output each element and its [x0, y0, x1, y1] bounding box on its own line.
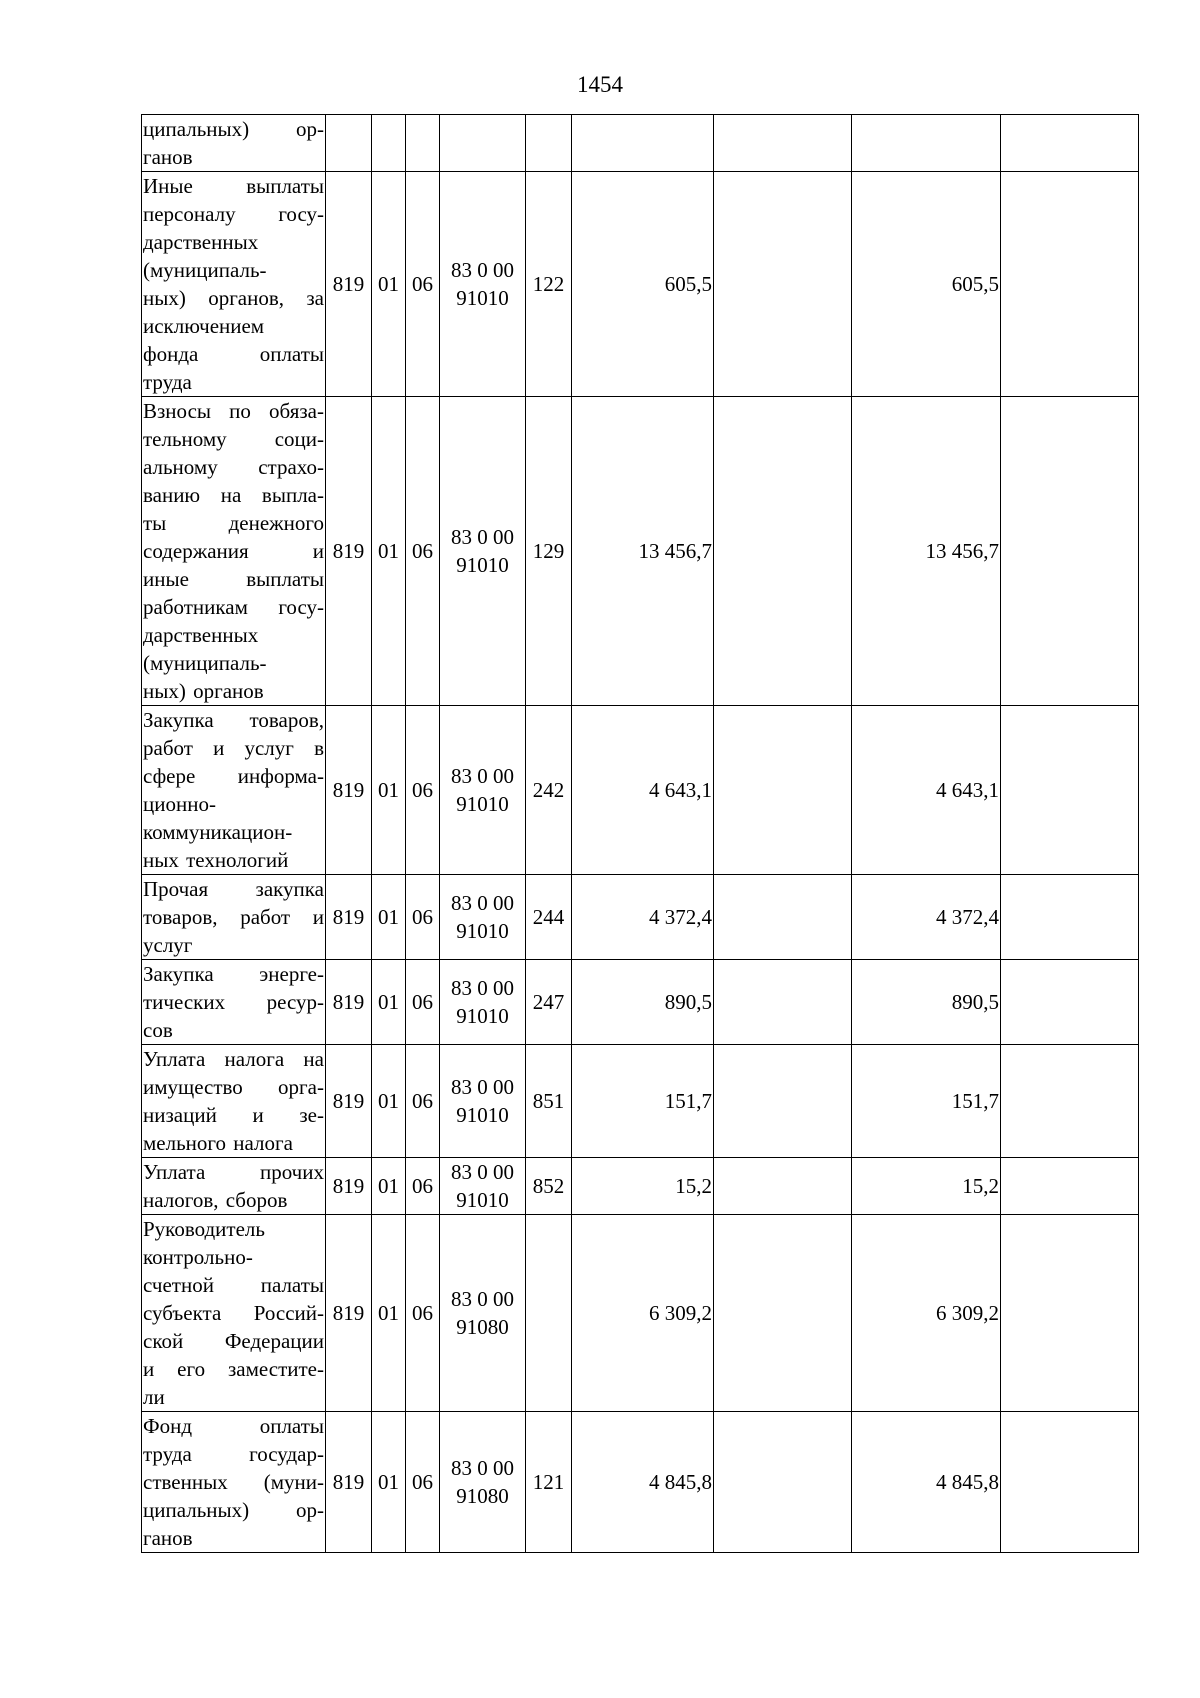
- row-name-cell: [142, 1045, 326, 1158]
- row-name-line: ных) органов: [143, 679, 264, 703]
- row-name-line: сов: [143, 1018, 173, 1042]
- csr-code-part: 91010: [456, 1004, 509, 1028]
- total-amount-cell: 4 372,4: [572, 875, 714, 960]
- amount-cell-3: [1001, 115, 1139, 172]
- row-name-line: мельного налога: [143, 1131, 293, 1155]
- amount-cell-3: [1001, 1215, 1139, 1412]
- csr-code-part: 83 0 00: [451, 1075, 514, 1099]
- pr-code-cell: [406, 115, 440, 172]
- row-name-line: налогов, сборов: [143, 1188, 288, 1212]
- row-name-cell: [142, 706, 326, 875]
- amount-cell-1: [714, 115, 852, 172]
- amount-cell-1: [714, 1412, 852, 1553]
- row-name-line: и его заместите-: [143, 1357, 324, 1381]
- vr-code-cell: [526, 1215, 572, 1412]
- amount-cell-2: 4 643,1: [852, 706, 1001, 875]
- total-amount-cell: 15,2: [572, 1158, 714, 1215]
- table-row: [142, 397, 1139, 706]
- gr-code-cell: 819: [326, 397, 372, 706]
- vr-code-cell: 242: [526, 706, 572, 875]
- row-name-line: ванию на выпла-: [143, 483, 324, 507]
- total-amount-cell: 605,5: [572, 172, 714, 397]
- row-name-line: (муниципаль-: [143, 258, 267, 282]
- pr-code-cell: 06: [406, 1045, 440, 1158]
- gr-code-cell: 819: [326, 1045, 372, 1158]
- csr-code-cell: [440, 1215, 526, 1412]
- csr-code-cell: [440, 1045, 526, 1158]
- table-row: [142, 706, 1139, 875]
- table-row: [142, 1158, 1139, 1215]
- row-name-line: Взносы по обяза-: [143, 399, 324, 423]
- row-name-line: ты денежного: [143, 511, 324, 535]
- row-name-line: контрольно-: [143, 1245, 253, 1269]
- row-name-line: ционно-: [143, 792, 216, 816]
- csr-code-part: 91010: [456, 1188, 509, 1212]
- row-name-line: имущество орга-: [143, 1075, 324, 1099]
- amount-cell-2: [852, 115, 1001, 172]
- row-name-line: Закупка товаров,: [143, 708, 324, 732]
- vr-code-cell: 247: [526, 960, 572, 1045]
- gr-code-cell: [326, 115, 372, 172]
- csr-code-cell: [440, 875, 526, 960]
- vr-code-cell: [526, 115, 572, 172]
- row-name-line: ных технологий: [143, 848, 289, 872]
- csr-code-cell: [440, 397, 526, 706]
- row-name-cell: [142, 1158, 326, 1215]
- total-amount-cell: 890,5: [572, 960, 714, 1045]
- csr-code-part: 83 0 00: [451, 1287, 514, 1311]
- csr-code-part: 91010: [456, 792, 509, 816]
- amount-cell-3: [1001, 706, 1139, 875]
- vr-code-cell: 122: [526, 172, 572, 397]
- csr-code-cell: [440, 706, 526, 875]
- rz-code-cell: 01: [372, 875, 406, 960]
- row-name-line: Уплата прочих: [143, 1160, 324, 1184]
- total-amount-cell: 6 309,2: [572, 1215, 714, 1412]
- pr-code-cell: 06: [406, 172, 440, 397]
- amount-cell-1: [714, 960, 852, 1045]
- amount-cell-2: 6 309,2: [852, 1215, 1001, 1412]
- amount-cell-1: [714, 397, 852, 706]
- row-name-line: услуг: [143, 933, 193, 957]
- amount-cell-3: [1001, 1158, 1139, 1215]
- pr-code-cell: 06: [406, 1158, 440, 1215]
- pr-code-cell: 06: [406, 397, 440, 706]
- row-name-line: (муниципаль-: [143, 651, 267, 675]
- row-name-line: Закупка энерге-: [143, 962, 324, 986]
- budget-table: [141, 114, 1139, 1553]
- row-name-line: счетной палаты: [143, 1273, 324, 1297]
- total-amount-cell: 13 456,7: [572, 397, 714, 706]
- row-name-line: работникам госу-: [143, 595, 324, 619]
- row-name-line: альному страхо-: [143, 455, 324, 479]
- vr-code-cell: 851: [526, 1045, 572, 1158]
- row-name-line: ской Федерации: [143, 1329, 324, 1353]
- pr-code-cell: 06: [406, 706, 440, 875]
- table-row: [142, 1045, 1139, 1158]
- row-name-cell: [142, 397, 326, 706]
- amount-cell-1: [714, 875, 852, 960]
- rz-code-cell: 01: [372, 1158, 406, 1215]
- pr-code-cell: 06: [406, 875, 440, 960]
- row-name-line: тических ресур-: [143, 990, 324, 1014]
- gr-code-cell: 819: [326, 706, 372, 875]
- vr-code-cell: 121: [526, 1412, 572, 1553]
- total-amount-cell: 151,7: [572, 1045, 714, 1158]
- pr-code-cell: 06: [406, 1215, 440, 1412]
- row-name-cell: [142, 875, 326, 960]
- amount-cell-3: [1001, 960, 1139, 1045]
- amount-cell-3: [1001, 875, 1139, 960]
- row-name-line: иные выплаты: [143, 567, 324, 591]
- csr-code-part: 83 0 00: [451, 258, 514, 282]
- row-name-line: ных) органов, за: [143, 286, 324, 310]
- row-name-line: ципальных) ор-: [143, 1498, 324, 1522]
- gr-code-cell: 819: [326, 1412, 372, 1553]
- amount-cell-2: 15,2: [852, 1158, 1001, 1215]
- row-name-line: работ и услуг в: [143, 736, 324, 760]
- amount-cell-3: [1001, 397, 1139, 706]
- csr-code-cell: [440, 172, 526, 397]
- table-row: [142, 875, 1139, 960]
- csr-code-part: 83 0 00: [451, 764, 514, 788]
- amount-cell-3: [1001, 1045, 1139, 1158]
- table-body: [142, 115, 1139, 1553]
- csr-code-part: 83 0 00: [451, 1160, 514, 1184]
- gr-code-cell: 819: [326, 172, 372, 397]
- rz-code-cell: 01: [372, 1045, 406, 1158]
- total-amount-cell: 4 643,1: [572, 706, 714, 875]
- row-name-line: содержания и: [143, 539, 324, 563]
- table-row: [142, 172, 1139, 397]
- amount-cell-3: [1001, 1412, 1139, 1553]
- row-name-line: Уплата налога на: [143, 1047, 324, 1071]
- amount-cell-1: [714, 172, 852, 397]
- gr-code-cell: 819: [326, 1215, 372, 1412]
- row-name-line: ли: [143, 1385, 165, 1409]
- row-name-line: коммуникацион-: [143, 820, 293, 844]
- table-row: [142, 115, 1139, 172]
- csr-code-part: 91010: [456, 919, 509, 943]
- row-name-line: труда: [143, 370, 192, 394]
- csr-code-part: 91010: [456, 286, 509, 310]
- amount-cell-1: [714, 706, 852, 875]
- rz-code-cell: 01: [372, 172, 406, 397]
- row-name-cell: [142, 1215, 326, 1412]
- csr-code-part: 83 0 00: [451, 976, 514, 1000]
- row-name-line: низаций и зе-: [143, 1103, 324, 1127]
- page-number: 1454: [577, 72, 623, 97]
- row-name-cell: [142, 960, 326, 1045]
- row-name-line: фонда оплаты: [143, 342, 324, 366]
- row-name-line: Прочая закупка: [143, 877, 324, 901]
- amount-cell-2: 890,5: [852, 960, 1001, 1045]
- row-name-line: тельному соци-: [143, 427, 324, 451]
- vr-code-cell: 244: [526, 875, 572, 960]
- row-name-line: дарственных: [143, 623, 259, 647]
- row-name-line: товаров, работ и: [143, 905, 324, 929]
- gr-code-cell: 819: [326, 960, 372, 1045]
- pr-code-cell: 06: [406, 960, 440, 1045]
- amount-cell-2: 4 845,8: [852, 1412, 1001, 1553]
- csr-code-part: 91010: [456, 553, 509, 577]
- amount-cell-1: [714, 1215, 852, 1412]
- row-name-line: Фонд оплаты: [143, 1414, 324, 1438]
- gr-code-cell: 819: [326, 1158, 372, 1215]
- vr-code-cell: 129: [526, 397, 572, 706]
- rz-code-cell: 01: [372, 1215, 406, 1412]
- row-name-line: труда государ-: [143, 1442, 324, 1466]
- pr-code-cell: 06: [406, 1412, 440, 1553]
- csr-code-part: 83 0 00: [451, 891, 514, 915]
- rz-code-cell: [372, 115, 406, 172]
- amount-cell-1: [714, 1158, 852, 1215]
- table-row: [142, 960, 1139, 1045]
- rz-code-cell: 01: [372, 706, 406, 875]
- row-name-line: дарственных: [143, 230, 259, 254]
- row-name-line: ганов: [143, 1526, 193, 1550]
- row-name-line: исключением: [143, 314, 265, 338]
- amount-cell-2: 13 456,7: [852, 397, 1001, 706]
- amount-cell-1: [714, 1045, 852, 1158]
- csr-code-cell: [440, 1412, 526, 1553]
- total-amount-cell: [572, 115, 714, 172]
- csr-code-part: 83 0 00: [451, 525, 514, 549]
- csr-code-part: 91010: [456, 1103, 509, 1127]
- row-name-line: ственных (муни-: [143, 1470, 324, 1494]
- csr-code-part: 91080: [456, 1315, 509, 1339]
- amount-cell-2: 151,7: [852, 1045, 1001, 1158]
- amount-cell-2: 4 372,4: [852, 875, 1001, 960]
- rz-code-cell: 01: [372, 397, 406, 706]
- csr-code-cell: [440, 1158, 526, 1215]
- row-name-line: персоналу госу-: [143, 202, 324, 226]
- row-name-line: субъекта Россий-: [143, 1301, 324, 1325]
- csr-code-part: 91080: [456, 1484, 509, 1508]
- row-name-line: Руководитель: [143, 1217, 265, 1241]
- row-name-line: сфере информа-: [143, 764, 324, 788]
- table-row: [142, 1215, 1139, 1412]
- rz-code-cell: 01: [372, 1412, 406, 1553]
- csr-code-part: 83 0 00: [451, 1456, 514, 1480]
- row-name-cell: [142, 115, 326, 172]
- rz-code-cell: 01: [372, 960, 406, 1045]
- total-amount-cell: 4 845,8: [572, 1412, 714, 1553]
- vr-code-cell: 852: [526, 1158, 572, 1215]
- csr-code-cell: [440, 115, 526, 172]
- row-name-cell: [142, 172, 326, 397]
- row-name-cell: [142, 1412, 326, 1553]
- row-name-line: ципальных) ор-: [143, 117, 324, 141]
- amount-cell-2: 605,5: [852, 172, 1001, 397]
- table-row: [142, 1412, 1139, 1553]
- csr-code-cell: [440, 960, 526, 1045]
- row-name-line: Иные выплаты: [143, 174, 324, 198]
- amount-cell-3: [1001, 172, 1139, 397]
- gr-code-cell: 819: [326, 875, 372, 960]
- row-name-line: ганов: [143, 145, 193, 169]
